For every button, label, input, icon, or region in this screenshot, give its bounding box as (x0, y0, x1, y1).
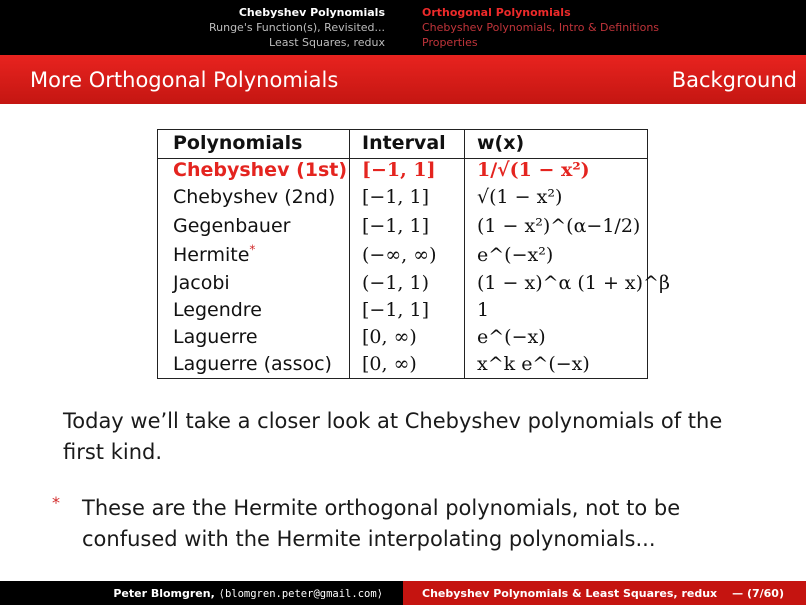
row-interval-chebyshev-2nd: [−1, 1] (362, 186, 430, 208)
row-name-gegenbauer: Gegenbauer (173, 215, 291, 237)
row-interval-laguerre: [0, ∞) (362, 326, 417, 348)
footer-author-block (0, 581, 403, 605)
row-name-laguerre: Laguerre (173, 326, 258, 348)
row-interval-hermite: (−∞, ∞) (362, 244, 437, 266)
row-weight-chebyshev-1st (477, 159, 590, 181)
footnote-text: These are the Hermite orthogonal polynomials, not to be confused with the Hermite interpolating polynomials... (82, 496, 681, 551)
nav-link-least-squares[interactable]: Least Squares, redux (269, 36, 385, 49)
nav-section-left (0, 0, 403, 55)
section-label: Background (671, 68, 797, 92)
orthogonal-polynomials-table (157, 129, 670, 379)
column-rule-1 (349, 130, 350, 378)
nav-link-properties[interactable]: Properties (422, 36, 478, 49)
header-polynomials: Polynomials (173, 132, 303, 154)
row-weight-chebyshev-2nd: √(1 − x²) (477, 186, 563, 208)
footnote-reference-mark[interactable]: * (249, 242, 256, 257)
row-weight-laguerre-assoc: x^k e^(−x) (477, 353, 590, 375)
nav-link-orthogonal-polynomials[interactable]: Orthogonal Polynomials (422, 6, 571, 19)
row-name-hermite (173, 244, 255, 266)
frame-title-bar (0, 55, 806, 104)
row-interval-gegenbauer: [−1, 1] (362, 215, 430, 237)
row-interval-jacobi: (−1, 1) (362, 272, 430, 294)
row-weight-laguerre: e^(−x) (477, 326, 546, 348)
footer-page-number: — (7/60) (732, 587, 784, 600)
footer-bar (0, 581, 806, 605)
top-navigation (0, 0, 806, 55)
footnote-mark: * (52, 493, 60, 512)
row-name-laguerre-assoc: Laguerre (assoc) (173, 353, 332, 375)
nav-link-runges-function[interactable]: Runge's Function(s), Revisited... (208, 21, 385, 34)
row-weight-jacobi: (1 − x)^α (1 + x)^β (477, 272, 670, 294)
row-weight-legendre: 1 (477, 299, 490, 321)
row-weight-hermite: e^(−x²) (477, 244, 554, 266)
footer-email: ⟨blomgren.peter@gmail.com⟩ (218, 588, 383, 600)
footer-talk-block (403, 581, 806, 605)
footer-author: Peter Blomgren, (113, 587, 215, 600)
body-paragraph: Today we’ll take a closer look at Chebyshev polynomials of the first kind. (63, 409, 723, 464)
nav-link-intro-definitions[interactable]: Chebyshev Polynomials, Intro & Definitions (422, 21, 660, 34)
row-name-chebyshev-2nd: Chebyshev (2nd) (173, 186, 336, 208)
row-interval-legendre: [−1, 1] (362, 299, 430, 321)
row-name-jacobi: Jacobi (173, 272, 230, 294)
footer-talk-title[interactable]: Chebyshev Polynomials & Least Squares, redux (422, 587, 718, 600)
row-interval-laguerre-assoc: [0, ∞) (362, 353, 417, 375)
footnote (52, 493, 752, 555)
weight-formula-chebyshev-1st: 1/√(1 − x²) (477, 159, 590, 181)
row-weight-gegenbauer: (1 − x²)^(α−1/2) (477, 215, 641, 237)
header-interval: Interval (362, 132, 446, 154)
header-weight: w(x) (477, 132, 525, 154)
hermite-label: Hermite (173, 244, 250, 266)
row-interval-chebyshev-1st: [−1, 1] (362, 159, 436, 181)
frame-title: More Orthogonal Polynomials (30, 68, 339, 92)
row-name-chebyshev-1st: Chebyshev (1st) (173, 159, 348, 181)
nav-link-chebyshev-polynomials[interactable]: Chebyshev Polynomials (238, 6, 385, 19)
nav-section-right (403, 0, 806, 55)
column-rule-2 (464, 130, 465, 378)
row-name-legendre: Legendre (173, 299, 262, 321)
